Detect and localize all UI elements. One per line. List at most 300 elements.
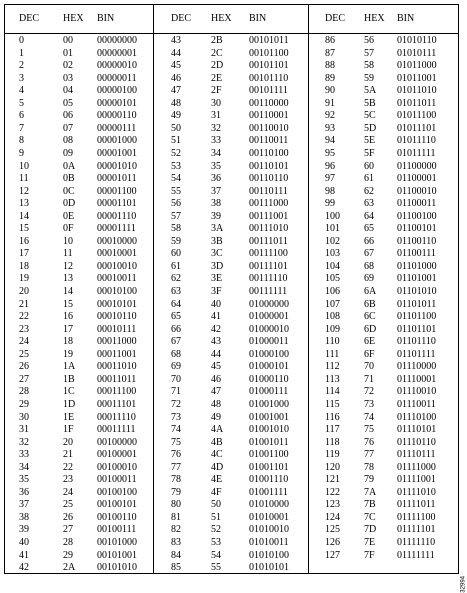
cell-hex: 19 (63, 348, 73, 360)
cell-bin: 01010010 (249, 524, 289, 536)
cell-hex: 1F (63, 424, 74, 436)
cell-dec: 38 (19, 511, 29, 523)
cell-hex: 7E (364, 537, 376, 548)
cell-dec: 114 (325, 386, 340, 398)
cell-hex: 35 (211, 160, 221, 172)
cell-bin: 01110111 (397, 449, 436, 461)
cell-bin: 00111111 (249, 286, 288, 297)
cell-dec: 16 (19, 235, 29, 247)
cell-dec: 14 (19, 210, 29, 222)
cell-hex: 50 (211, 499, 221, 511)
cell-dec: 83 (171, 537, 181, 548)
cell-dec: 12 (19, 185, 29, 197)
cell-hex: 0F (63, 223, 74, 235)
cell-hex: 26 (63, 511, 73, 523)
cell-dec: 120 (325, 461, 340, 473)
cell-bin: 01010001 (249, 511, 289, 523)
cell-dec: 22 (19, 311, 29, 323)
cell-hex: 08 (63, 135, 73, 147)
cell-dec: 60 (171, 248, 181, 260)
cell-bin: 00101011 (249, 35, 289, 46)
cell-dec: 6 (19, 110, 24, 122)
cell-bin: 01111110 (397, 537, 436, 548)
cell-hex: 43 (211, 336, 221, 348)
cell-hex: 39 (211, 210, 221, 222)
cell-hex: 02 (63, 60, 73, 72)
conversion-table (4, 4, 459, 574)
cell-dec: 43 (171, 35, 181, 46)
cell-dec: 95 (325, 147, 335, 159)
cell-bin: 00011101 (97, 398, 137, 410)
cell-bin: 00011010 (97, 361, 137, 373)
cell-bin: 01011011 (397, 97, 437, 109)
cell-bin: 00010010 (97, 260, 137, 272)
cell-dec: 53 (171, 160, 181, 172)
cell-hex: 53 (211, 537, 221, 548)
cell-dec: 73 (171, 411, 181, 423)
cell-hex: 2A (63, 562, 76, 574)
cell-bin: 01110100 (397, 411, 437, 423)
cell-dec: 32 (19, 436, 29, 448)
cell-dec: 36 (19, 486, 29, 498)
cell-dec: 72 (171, 398, 181, 410)
cell-bin: 00100010 (97, 461, 137, 473)
cell-hex: 48 (211, 398, 221, 410)
cell-bin: 00100011 (97, 474, 137, 486)
cell-bin: 00101001 (97, 549, 137, 561)
cell-dec: 111 (325, 348, 340, 360)
cell-dec: 93 (325, 122, 335, 134)
cell-dec: 71 (171, 386, 181, 398)
cell-dec: 94 (325, 135, 335, 147)
cell-dec: 81 (171, 511, 181, 523)
cell-hex: 06 (63, 110, 73, 122)
cell-dec: 21 (19, 298, 29, 310)
cell-bin: 00011000 (97, 336, 137, 348)
cell-bin: 01110110 (397, 436, 436, 448)
cell-bin: 01000001 (249, 311, 289, 323)
cell-hex: 1A (63, 361, 76, 373)
cell-bin: 01001101 (249, 461, 289, 473)
cell-hex: 09 (63, 147, 73, 159)
cell-bin: 01010011 (249, 537, 289, 548)
cell-hex: 3D (211, 260, 224, 272)
cell-dec: 4 (19, 85, 24, 97)
cell-hex: 5D (364, 122, 377, 134)
cell-hex: 23 (63, 474, 73, 486)
cell-bin: 01101011 (397, 298, 437, 310)
cell-bin: 01101000 (397, 260, 437, 272)
cell-hex: 5C (364, 110, 376, 122)
cell-bin: 01011111 (397, 147, 436, 159)
cell-dec: 56 (171, 198, 181, 210)
cell-hex: 79 (364, 474, 374, 486)
cell-bin: 00101101 (249, 60, 289, 72)
cell-hex: 40 (211, 298, 221, 310)
cell-dec: 58 (171, 223, 181, 235)
cell-dec: 97 (325, 173, 335, 185)
cell-dec: 9 (19, 147, 24, 159)
header-bin: BIN (249, 13, 267, 24)
cell-hex: 5B (364, 97, 376, 109)
cell-hex: 57 (364, 47, 374, 59)
cell-hex: 49 (211, 411, 221, 423)
cell-dec: 26 (19, 361, 29, 373)
cell-hex: 77 (364, 449, 374, 461)
cell-hex: 4F (211, 486, 222, 498)
cell-bin: 01010000 (249, 499, 289, 511)
cell-dec: 76 (171, 449, 181, 461)
cell-hex: 73 (364, 398, 374, 410)
cell-hex: 63 (364, 198, 374, 210)
cell-dec: 50 (171, 122, 181, 134)
cell-hex: 41 (211, 311, 221, 323)
cell-dec: 1 (19, 47, 24, 59)
cell-hex: 12 (63, 260, 73, 272)
cell-bin: 00001001 (97, 147, 137, 159)
cell-hex: 60 (364, 160, 374, 172)
cell-dec: 126 (325, 537, 340, 548)
cell-dec: 24 (19, 336, 29, 348)
cell-hex: 7A (364, 486, 377, 498)
cell-dec: 86 (325, 35, 335, 46)
cell-dec: 29 (19, 398, 29, 410)
cell-bin: 01000000 (249, 298, 289, 310)
cell-bin: 00110011 (249, 135, 289, 147)
cell-dec: 41 (19, 549, 29, 561)
cell-dec: 122 (325, 486, 340, 498)
cell-bin: 01010110 (397, 35, 437, 46)
cell-dec: 35 (19, 474, 29, 486)
cell-bin: 01100100 (397, 210, 437, 222)
cell-dec: 28 (19, 386, 29, 398)
cell-hex: 2E (211, 72, 223, 84)
cell-hex: 16 (63, 311, 73, 323)
cell-dec: 17 (19, 248, 29, 260)
cell-bin: 00110001 (249, 110, 289, 122)
cell-bin: 00001010 (97, 160, 137, 172)
cell-bin: 01011010 (397, 85, 437, 97)
cell-dec: 121 (325, 474, 340, 486)
cell-dec: 52 (171, 147, 181, 159)
cell-hex: 11 (63, 248, 73, 260)
cell-hex: 61 (364, 173, 374, 185)
cell-dec: 104 (325, 260, 340, 272)
cell-hex: 64 (364, 210, 374, 222)
cell-dec: 40 (19, 537, 29, 548)
cell-bin: 01010101 (249, 562, 289, 574)
cell-dec: 31 (19, 424, 29, 436)
cell-bin: 00101000 (97, 537, 137, 548)
cell-bin: 01110011 (397, 398, 436, 410)
cell-bin: 01111101 (397, 524, 436, 536)
cell-bin: 01110001 (397, 373, 437, 385)
cell-bin: 00111000 (249, 198, 289, 210)
cell-dec: 59 (171, 235, 181, 247)
cell-dec: 63 (171, 286, 181, 297)
cell-hex: 2F (211, 85, 222, 97)
cell-dec: 61 (171, 260, 181, 272)
cell-bin: 01100010 (397, 185, 437, 197)
cell-dec: 27 (19, 373, 29, 385)
header-dec: DEC (19, 13, 39, 24)
cell-hex: 5E (364, 135, 376, 147)
cell-hex: 56 (364, 35, 374, 46)
cell-bin: 01000100 (249, 348, 289, 360)
cell-dec: 78 (171, 474, 181, 486)
cell-hex: 6F (364, 348, 375, 360)
cell-hex: 7C (364, 511, 376, 523)
cell-bin: 01100000 (397, 160, 437, 172)
column-divider (153, 5, 154, 573)
cell-bin: 00110110 (249, 173, 289, 185)
cell-dec: 23 (19, 323, 29, 335)
cell-bin: 01111000 (397, 461, 436, 473)
cell-dec: 105 (325, 273, 340, 285)
cell-dec: 84 (171, 549, 181, 561)
header-bin: BIN (97, 13, 115, 24)
cell-bin: 01100011 (397, 198, 437, 210)
cell-dec: 110 (325, 336, 340, 348)
cell-bin: 00101010 (97, 562, 137, 574)
cell-hex: 54 (211, 549, 221, 561)
cell-hex: 7B (364, 499, 376, 511)
cell-bin: 01011101 (397, 122, 437, 134)
cell-hex: 6D (364, 323, 377, 335)
cell-hex: 33 (211, 135, 221, 147)
cell-hex: 03 (63, 72, 73, 84)
cell-hex: 3A (211, 223, 224, 235)
cell-dec: 116 (325, 411, 340, 423)
cell-hex: 72 (364, 386, 374, 398)
cell-hex: 7F (364, 549, 375, 561)
cell-bin: 01100110 (397, 235, 437, 247)
cell-bin: 00001110 (97, 210, 137, 222)
cell-hex: 3B (211, 235, 223, 247)
cell-hex: 5A (364, 85, 377, 97)
cell-dec: 90 (325, 85, 335, 97)
cell-bin: 00010111 (97, 323, 137, 335)
cell-bin: 00011110 (97, 411, 136, 423)
cell-bin: 01101001 (397, 273, 437, 285)
cell-dec: 45 (171, 60, 181, 72)
cell-bin: 00101111 (249, 85, 288, 97)
cell-bin: 01000110 (249, 373, 289, 385)
cell-dec: 101 (325, 223, 340, 235)
cell-hex: 36 (211, 173, 221, 185)
cell-dec: 7 (19, 122, 24, 134)
header-dec: DEC (325, 13, 345, 24)
cell-hex: 27 (63, 524, 73, 536)
cell-bin: 01011001 (397, 72, 437, 84)
cell-dec: 11 (19, 173, 29, 185)
cell-bin: 00010001 (97, 248, 137, 260)
cell-hex: 2B (211, 35, 223, 46)
cell-hex: 58 (364, 60, 374, 72)
cell-bin: 01110101 (397, 424, 437, 436)
cell-bin: 01100001 (397, 173, 437, 185)
cell-bin: 01001111 (249, 486, 288, 498)
cell-hex: 45 (211, 361, 221, 373)
cell-bin: 01000111 (249, 386, 289, 398)
cell-bin: 00010101 (97, 298, 137, 310)
cell-bin: 01111001 (397, 474, 436, 486)
cell-dec: 98 (325, 185, 335, 197)
cell-dec: 13 (19, 198, 29, 210)
cell-bin: 01001110 (249, 474, 289, 486)
cell-bin: 00110000 (249, 97, 289, 109)
cell-hex: 13 (63, 273, 73, 285)
cell-dec: 3 (19, 72, 24, 84)
cell-bin: 01111100 (397, 511, 436, 523)
cell-dec: 99 (325, 198, 335, 210)
cell-hex: 6E (364, 336, 376, 348)
cell-hex: 14 (63, 286, 73, 297)
cell-bin: 01111111 (397, 549, 435, 561)
cell-dec: 2 (19, 60, 24, 72)
cell-hex: 29 (63, 549, 73, 561)
cell-hex: 15 (63, 298, 73, 310)
cell-hex: 42 (211, 323, 221, 335)
cell-dec: 82 (171, 524, 181, 536)
cell-dec: 100 (325, 210, 340, 222)
cell-hex: 70 (364, 361, 374, 373)
cell-bin: 00000100 (97, 85, 137, 97)
cell-hex: 6C (364, 311, 376, 323)
cell-hex: 78 (364, 461, 374, 473)
cell-dec: 20 (19, 286, 29, 297)
cell-dec: 62 (171, 273, 181, 285)
cell-hex: 0C (63, 185, 75, 197)
cell-bin: 00011111 (97, 424, 136, 436)
cell-dec: 74 (171, 424, 181, 436)
cell-dec: 107 (325, 298, 340, 310)
cell-bin: 01001001 (249, 411, 289, 423)
cell-dec: 42 (19, 562, 29, 574)
cell-dec: 79 (171, 486, 181, 498)
cell-dec: 117 (325, 424, 340, 436)
cell-hex: 4D (211, 461, 224, 473)
cell-hex: 46 (211, 373, 221, 385)
cell-bin: 00111011 (249, 235, 288, 247)
cell-hex: 01 (63, 47, 73, 59)
cell-dec: 115 (325, 398, 340, 410)
cell-dec: 118 (325, 436, 340, 448)
cell-bin: 00001101 (97, 198, 137, 210)
cell-bin: 00001111 (97, 223, 136, 235)
cell-bin: 00101110 (249, 72, 289, 84)
cell-dec: 77 (171, 461, 181, 473)
cell-bin: 00110010 (249, 122, 289, 134)
cell-hex: 1C (63, 386, 75, 398)
cell-hex: 67 (364, 248, 374, 260)
cell-hex: 24 (63, 486, 73, 498)
cell-dec: 102 (325, 235, 340, 247)
cell-hex: 55 (211, 562, 221, 574)
cell-hex: 5F (364, 147, 375, 159)
cell-bin: 00111110 (249, 273, 288, 285)
cell-hex: 05 (63, 97, 73, 109)
figure-id: 32994 (461, 576, 467, 593)
cell-dec: 80 (171, 499, 181, 511)
cell-hex: 18 (63, 336, 73, 348)
cell-hex: 4C (211, 449, 223, 461)
cell-bin: 00010000 (97, 235, 137, 247)
cell-dec: 8 (19, 135, 24, 147)
cell-hex: 3C (211, 248, 223, 260)
cell-dec: 65 (171, 311, 181, 323)
cell-bin: 01101111 (397, 348, 436, 360)
cell-bin: 00111001 (249, 210, 289, 222)
cell-hex: 32 (211, 122, 221, 134)
cell-dec: 87 (325, 47, 335, 59)
cell-hex: 22 (63, 461, 73, 473)
cell-dec: 5 (19, 97, 24, 109)
cell-hex: 20 (63, 436, 73, 448)
cell-bin: 01010100 (249, 549, 289, 561)
cell-hex: 25 (63, 499, 73, 511)
cell-bin: 00101100 (249, 47, 289, 59)
cell-dec: 109 (325, 323, 340, 335)
cell-hex: 47 (211, 386, 221, 398)
cell-bin: 01100101 (397, 223, 437, 235)
cell-bin: 00010011 (97, 273, 137, 285)
cell-dec: 75 (171, 436, 181, 448)
cell-hex: 6A (364, 286, 377, 297)
cell-bin: 01101110 (397, 336, 436, 348)
cell-hex: 44 (211, 348, 221, 360)
cell-bin: 01001000 (249, 398, 289, 410)
cell-dec: 49 (171, 110, 181, 122)
cell-bin: 00011001 (97, 348, 137, 360)
cell-hex: 10 (63, 235, 73, 247)
header-hex: HEX (211, 13, 232, 24)
cell-bin: 00111101 (249, 260, 288, 272)
cell-bin: 01011110 (397, 135, 436, 147)
cell-hex: 65 (364, 223, 374, 235)
cell-bin: 01001010 (249, 424, 289, 436)
cell-hex: 4E (211, 474, 223, 486)
cell-hex: 7D (364, 524, 377, 536)
cell-bin: 00000101 (97, 97, 137, 109)
cell-dec: 34 (19, 461, 29, 473)
cell-dec: 69 (171, 361, 181, 373)
cell-dec: 103 (325, 248, 340, 260)
cell-bin: 01101101 (397, 323, 437, 335)
cell-dec: 89 (325, 72, 335, 84)
cell-bin: 01110010 (397, 386, 437, 398)
cell-hex: 0D (63, 198, 76, 210)
cell-bin: 00001100 (97, 185, 137, 197)
cell-hex: 0A (63, 160, 76, 172)
cell-bin: 01010111 (397, 47, 437, 59)
cell-bin: 00100101 (97, 499, 137, 511)
cell-dec: 123 (325, 499, 340, 511)
cell-hex: 31 (211, 110, 221, 122)
cell-dec: 44 (171, 47, 181, 59)
cell-hex: 04 (63, 85, 73, 97)
cell-hex: 52 (211, 524, 221, 536)
cell-hex: 17 (63, 323, 73, 335)
cell-dec: 125 (325, 524, 340, 536)
cell-dec: 70 (171, 373, 181, 385)
cell-dec: 64 (171, 298, 181, 310)
cell-bin: 00100100 (97, 486, 137, 498)
cell-dec: 57 (171, 210, 181, 222)
cell-dec: 108 (325, 311, 340, 323)
cell-dec: 18 (19, 260, 29, 272)
cell-dec: 48 (171, 97, 181, 109)
